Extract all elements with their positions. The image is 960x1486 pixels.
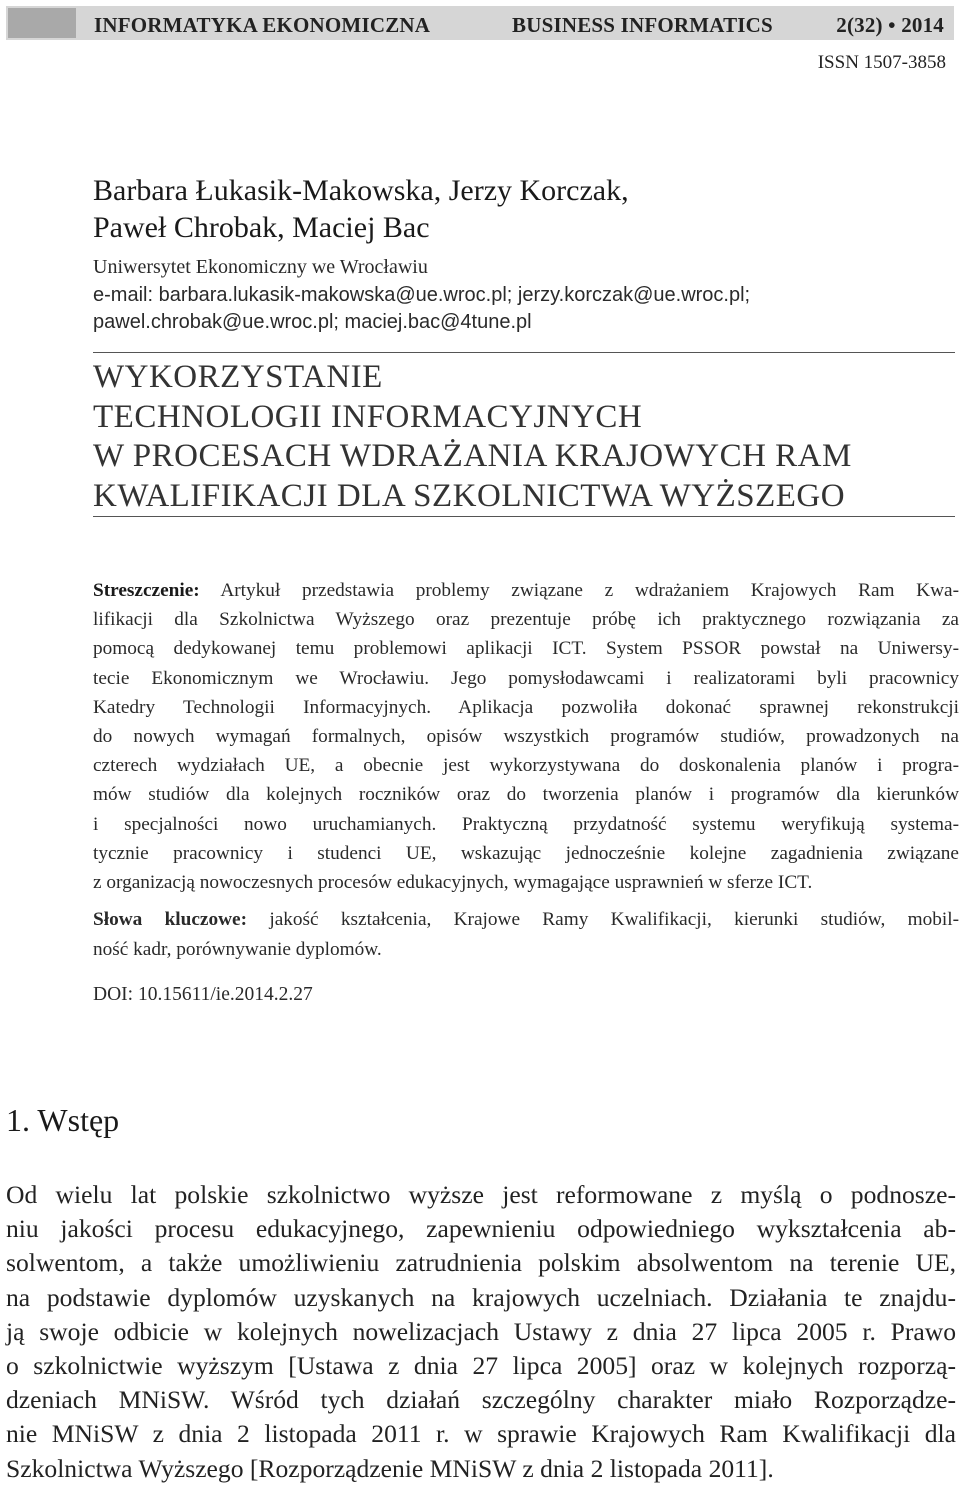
abstract-label: Streszczenie: [93,580,200,601]
university: Uniwersytet Ekonomiczny we Wrocławiu [93,256,428,278]
abstract-line: Streszczenie: Artykuł przedstawia problemy związane z wdrażaniem Krajowych Ram Kwa- [93,580,959,601]
body-line: dzeniach MNiSW. Wśród tych działań szczególny charakter miało Rozporządze- [6,1385,956,1415]
abstract-line: do nowych wymagań formalnych, opisów wszystkich programów studiów, prowadzonych na [93,726,959,748]
body-line: ją swoje odbicie w kolejnych nowelizacjach Ustawy z dnia 27 lipca 2005 r. Prawo [6,1316,956,1346]
abstract-line: i specjalności nowo uruchamianych. Praktyczną przydatność systemu weryfikują systema- [93,813,959,835]
author-list [93,172,629,246]
doi: DOI: 10.15611/ie.2014.2.27 [93,984,313,1005]
body-line: solwentom, a także umożliwieniu zatrudnienia polskim absolwentom na terenie UE, [6,1248,956,1278]
body-line: o szkolnictwie wyższym [Ustawa z dnia 27 lipca 2005] oraz w kolejnych rozporzą- [6,1351,956,1381]
body-line: Szkolnictwa Wyższego [Rozporządzenie MNiSW z dnia 2 listopada 2011]. [6,1453,774,1483]
title-bottom-rule [93,516,955,517]
abstract-line: mów studiów dla kolejnych roczników oraz do tworzenia planów i programów dla kierunków [93,784,959,806]
running-header [6,6,954,40]
abstract-line: czterech wydziałach UE, a obecnie jest wykorzystywana do doskonalenia planów i progra- [93,755,959,777]
section-heading: 1. Wstęp [6,1102,120,1138]
email-line: e-mail: barbara.lukasik-makowska@ue.wroc.pl; jerzy.korczak@ue.wroc.pl; [93,283,751,306]
abstract-line: pomocą dedykowanej temu problemowi aplikacji ICT. System PSSOR powstał na Uniwersy- [93,638,959,660]
author-line: Barbara Łukasik-Makowska, Jerzy Korczak, [93,174,629,207]
abstract-line: Katedry Technologii Informacyjnych. Aplikacja pozwoliła dokonać sprawnej rekonstrukcji [93,696,959,718]
journal-title-pl: INFORMATYKA EKONOMICZNA [94,13,431,37]
title-line: W PROCESACH WDRAŻANIA KRAJOWYCH RAM [93,438,852,474]
abstract-line: z organizacją nowoczesnych procesów edukacyjnych, wymagające usprawnień w sferze ICT. [93,872,813,894]
journal-title-en: BUSINESS INFORMATICS [512,13,773,37]
paper-title [93,358,852,516]
issn: ISSN 1507-3858 [817,52,946,73]
abstract-line: tecie Ekonomicznym we Wrocławiu. Jego pomysłodawcami i realizatorami byli pracownicy [93,667,959,689]
section-body [6,1178,956,1486]
email-line: pawel.chrobak@ue.wroc.pl; maciej.bac@4tune.pl [93,311,532,333]
abstract-line: tycznie pracownicy i studenci UE, wskazując jednocześnie kolejne zagadnienia związane [93,842,959,864]
body-line: na podstawie dyplomów uzyskanych na krajowych uczelniach. Działania te znajdu- [6,1282,956,1312]
abstract [93,576,959,897]
affiliation [93,254,750,337]
title-line: WYKORZYSTANIE [93,359,383,395]
body-line: nie MNiSW z dnia 2 listopada 2011 r. w sprawie Krajowych Ram Kwalifikacji dla [6,1419,956,1449]
body-line: Od wielu lat polskie szkolnictwo wyższe jest reformowane z myślą o podnosze- [6,1180,956,1209]
body-line: niu jakości procesu edukacyjnego, zapewnieniu odpowiedniego wykształcenia ab- [6,1214,956,1244]
title-top-rule [93,352,955,353]
keywords-line: ność kadr, porównywanie dyplomów. [93,938,382,960]
keywords [93,905,959,964]
title-line: TECHNOLOGII INFORMACYJNYCH [93,398,643,435]
title-line: KWALIFIKACJI DLA SZKOLNICTWA WYŻSZEGO [93,477,846,514]
issue-number: 2(32) • 2014 [836,13,944,37]
keywords-label: Słowa kluczowe: [93,909,248,930]
keywords-line: Słowa kluczowe: jakość kształcenia, Krajowe Ramy Kwalifikacji, kierunki studiów, mobil- [93,909,959,930]
author-line: Paweł Chrobak, Maciej Bac [93,211,430,244]
header-color-swatch [8,8,76,38]
abstract-line: lifikacji dla Szkolnictwa Wyższego oraz prezentuje próbę ich praktycznego rozwiązania za [93,609,959,631]
